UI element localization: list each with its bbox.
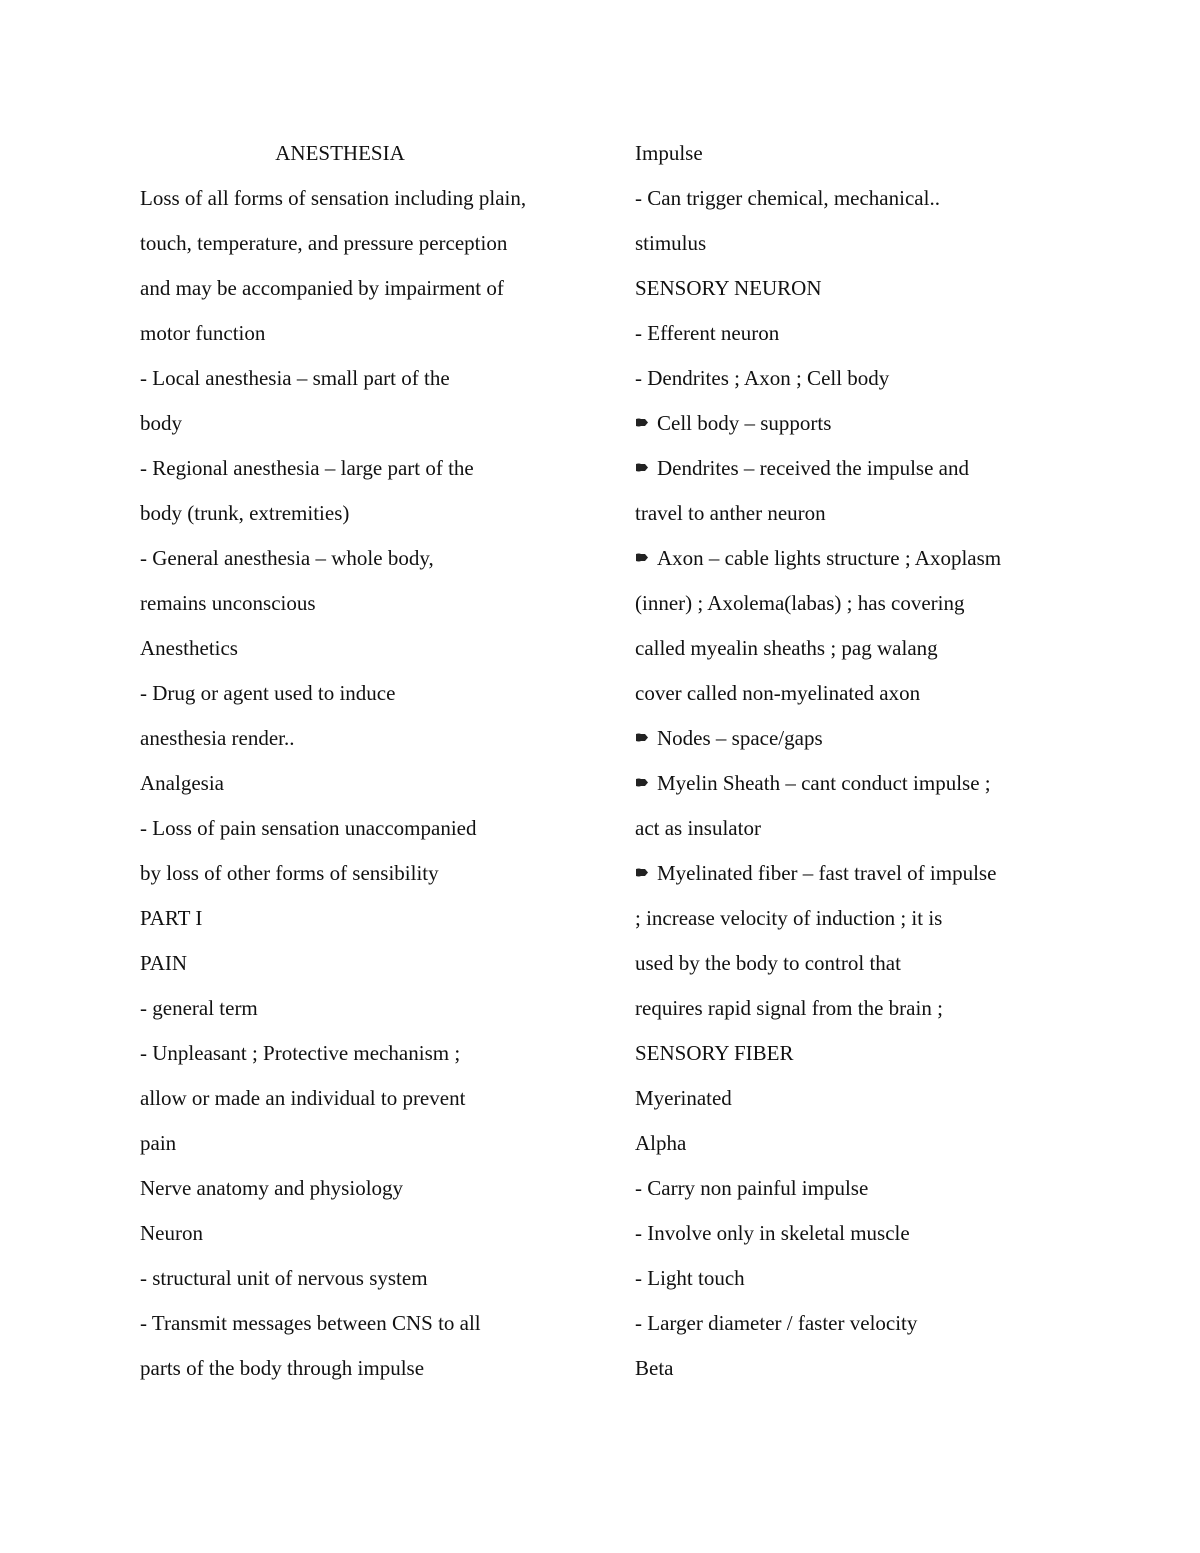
text-line: [140, 995, 560, 1040]
line-text: Dendrites – received the impulse and: [657, 456, 969, 480]
line-text: touch, temperature, and pressure perception: [140, 231, 508, 255]
arrow-bullet-icon: [635, 733, 649, 742]
line-text: Nodes – space/gaps: [657, 726, 823, 750]
text-line: [635, 995, 1065, 1040]
text-line: [140, 230, 560, 275]
line-text: Nerve anatomy and physiology: [140, 1176, 404, 1200]
text-line: [140, 1220, 560, 1265]
text-line: [140, 410, 560, 455]
arrow-bullet-icon: [635, 868, 649, 877]
text-line: [140, 545, 560, 590]
text-line: [635, 905, 1065, 950]
line-text: - Loss of pain sensation unaccompanied: [140, 816, 477, 840]
text-line: [635, 590, 1065, 635]
line-text: - Drug or agent used to induce: [140, 681, 396, 705]
text-line: [140, 590, 560, 635]
bullet-line: [635, 725, 1065, 770]
line-text: - Unpleasant ; Protective mechanism ;: [140, 1041, 461, 1065]
line-text: (inner) ; Axolema(labas) ; has covering: [635, 591, 965, 615]
text-line: [140, 635, 560, 680]
arrow-bullet-icon: [635, 418, 649, 427]
text-line: [140, 365, 560, 410]
text-line: [140, 320, 560, 365]
line-text: act as insulator: [635, 816, 761, 840]
line-text: Beta: [635, 1356, 674, 1380]
text-line: [635, 1355, 1065, 1400]
text-line: [140, 1085, 560, 1130]
text-line: [140, 500, 560, 545]
line-text: Alpha: [635, 1131, 687, 1155]
line-text: - Local anesthesia – small part of the: [140, 366, 450, 390]
line-text: - Light touch: [635, 1266, 745, 1290]
line-text: and may be accompanied by impairment of: [140, 276, 504, 300]
line-text: - structural unit of nervous system: [140, 1266, 428, 1290]
line-text: - Larger diameter / faster velocity: [635, 1311, 918, 1335]
text-line: [635, 275, 1065, 320]
arrow-bullet-icon: [635, 553, 649, 562]
line-text: ANESTHESIA: [275, 141, 405, 165]
line-text: cover called non-myelinated axon: [635, 681, 921, 705]
line-text: Neuron: [140, 1221, 203, 1245]
line-text: - general term: [140, 996, 258, 1020]
line-text: - Regional anesthesia – large part of the: [140, 456, 474, 480]
line-text: requires rapid signal from the brain ;: [635, 996, 943, 1020]
line-text: ; increase velocity of induction ; it is: [635, 906, 943, 930]
line-text: travel to anther neuron: [635, 501, 826, 525]
text-line: [635, 1265, 1065, 1310]
arrow-bullet-icon: [635, 463, 649, 472]
text-line: [140, 770, 560, 815]
right-column: [635, 140, 1065, 1400]
text-line: [635, 320, 1065, 365]
text-line: [140, 725, 560, 770]
line-text: - Involve only in skeletal muscle: [635, 1221, 910, 1245]
text-line: [635, 185, 1065, 230]
text-line: [635, 815, 1065, 860]
line-text: SENSORY FIBER: [635, 1041, 794, 1065]
text-line: [140, 455, 560, 500]
line-text: by loss of other forms of sensibility: [140, 861, 439, 885]
line-text: Axon – cable lights structure ; Axoplasm: [657, 546, 1002, 570]
line-text: called myealin sheaths ; pag walang: [635, 636, 938, 660]
bullet-line: [635, 455, 1065, 500]
document-title: [140, 140, 560, 185]
text-line: [635, 365, 1065, 410]
line-text: Anesthetics: [140, 636, 238, 660]
text-line: [140, 950, 560, 995]
bullet-line: [635, 770, 1065, 815]
text-line: [140, 1355, 560, 1400]
line-text: parts of the body through impulse: [140, 1356, 425, 1380]
line-text: - Dendrites ; Axon ; Cell body: [635, 366, 890, 390]
bullet-line: [635, 410, 1065, 455]
text-line: [140, 1130, 560, 1175]
text-line: [635, 500, 1065, 545]
text-line: [635, 230, 1065, 275]
text-line: [635, 635, 1065, 680]
line-text: anesthesia render..: [140, 726, 295, 750]
text-line: [635, 1220, 1065, 1265]
text-line: [140, 1265, 560, 1310]
line-text: allow or made an individual to prevent: [140, 1086, 466, 1110]
text-line: [140, 1175, 560, 1220]
text-line: [140, 905, 560, 950]
arrow-bullet-icon: [635, 778, 649, 787]
line-text: Myelinated fiber – fast travel of impulse: [657, 861, 997, 885]
text-line: [140, 680, 560, 725]
line-text: motor function: [140, 321, 266, 345]
bullet-line: [635, 545, 1065, 590]
line-text: Myelin Sheath – cant conduct impulse ;: [657, 771, 991, 795]
line-text: stimulus: [635, 231, 707, 255]
left-column: [140, 140, 560, 1400]
line-text: Myerinated: [635, 1086, 732, 1110]
text-line: [140, 1040, 560, 1085]
text-line: [140, 275, 560, 320]
line-text: - Can trigger chemical, mechanical..: [635, 186, 940, 210]
text-line: [635, 1310, 1065, 1355]
line-text: Loss of all forms of sensation including plain,: [140, 186, 527, 210]
line-text: Impulse: [635, 141, 703, 165]
line-text: Analgesia: [140, 771, 224, 795]
text-line: [140, 1310, 560, 1355]
line-text: SENSORY NEURON: [635, 276, 822, 300]
text-line: [635, 1130, 1065, 1175]
line-text: Cell body – supports: [657, 411, 832, 435]
line-text: remains unconscious: [140, 591, 316, 615]
text-line: [635, 680, 1065, 725]
line-text: PART I: [140, 906, 203, 930]
line-text: - Efferent neuron: [635, 321, 780, 345]
text-line: [635, 1040, 1065, 1085]
line-text: - General anesthesia – whole body,: [140, 546, 434, 570]
line-text: body: [140, 411, 182, 435]
line-text: - Carry non painful impulse: [635, 1176, 869, 1200]
bullet-line: [635, 860, 1065, 905]
line-text: - Transmit messages between CNS to all: [140, 1311, 481, 1335]
text-line: [140, 860, 560, 905]
text-line: [635, 140, 1065, 185]
text-line: [635, 1085, 1065, 1130]
text-line: [140, 185, 560, 212]
line-text: body (trunk, extremities): [140, 501, 350, 525]
line-text: used by the body to control that: [635, 951, 901, 975]
line-text: pain: [140, 1131, 177, 1155]
line-text: PAIN: [140, 951, 188, 975]
text-line: [635, 950, 1065, 995]
text-line: [635, 1175, 1065, 1220]
text-line: [140, 815, 560, 860]
